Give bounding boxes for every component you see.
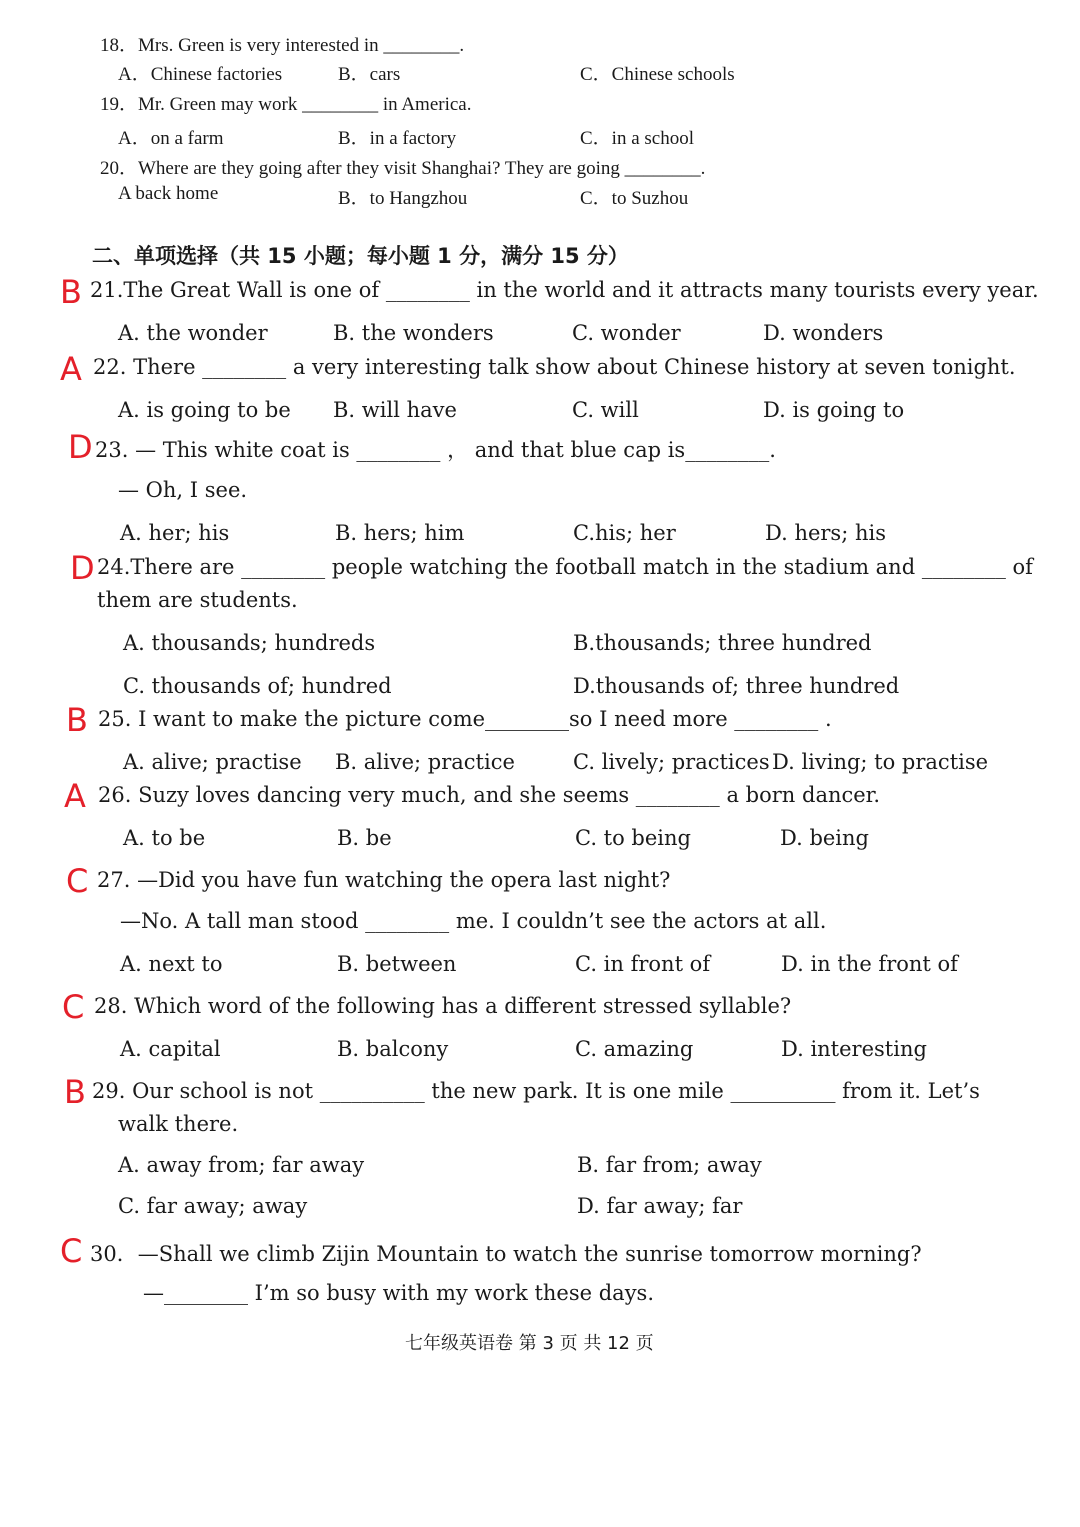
question-26-option-b: B. be (337, 826, 392, 850)
question-24-option-c: C. thousands of; hundred (123, 674, 392, 698)
answer-mark-22: A (60, 350, 82, 388)
question-23-stem: 23. — This white coat is ________ ， and that blue cap is________. (95, 438, 776, 462)
question-24-option-a: A. thousands; hundreds (123, 631, 376, 655)
question-26-option-d: D. being (780, 826, 869, 850)
question-21-option-d: D. wonders (763, 321, 884, 345)
answer-mark-30: C (60, 1232, 83, 1270)
question-25-option-c: C. lively; practices (573, 750, 770, 774)
question-24-stem: 24.There are ________ people watching the football match in the stadium and ________ of (97, 555, 1033, 579)
question-22-option-a: A. is going to be (118, 398, 291, 422)
question-18-option-a: A．Chinese factories (118, 64, 283, 85)
answer-mark-28: C (62, 988, 85, 1026)
question-21-option-b: B. the wonders (333, 321, 494, 345)
question-18-stem: 18．Mrs. Green is very interested in ________. (100, 35, 465, 56)
question-28-option-c: C. amazing (575, 1037, 694, 1061)
question-18-option-b: B．cars (338, 64, 401, 85)
question-21-option-a: A. the wonder (118, 321, 268, 345)
answer-mark-25: B (66, 701, 88, 739)
question-23-option-b: B. hers; him (335, 521, 465, 545)
question-19-option-a: A．on a farm (118, 128, 224, 149)
question-27-option-a: A. next to (120, 952, 223, 976)
question-19-option-b: B．in a factory (338, 128, 457, 149)
question-18-option-c: C．Chinese schools (580, 64, 735, 85)
question-29-stem-continued: walk there. (118, 1112, 239, 1136)
answer-mark-23: D (68, 428, 93, 466)
question-29-option-c: C. far away; away (118, 1194, 308, 1218)
question-22-option-c: C. will (572, 398, 639, 422)
question-28-option-d: D. interesting (781, 1037, 927, 1061)
question-19-stem: 19．Mr. Green may work ________ in America. (100, 94, 472, 115)
question-23-option-c: C.his; her (573, 521, 676, 545)
question-23-option-d: D. hers; his (765, 521, 886, 545)
question-24-option-b: B.thousands; three hundred (573, 631, 872, 655)
question-26-option-a: A. to be (123, 826, 206, 850)
question-29-option-d: D. far away; far (577, 1194, 743, 1218)
question-25-stem: 25. I want to make the picture come________so I need more ________ . (98, 707, 832, 731)
answer-mark-24: D (70, 549, 95, 587)
question-29-option-b: B. far from; away (577, 1153, 762, 1177)
question-22-option-b: B. will have (333, 398, 457, 422)
question-28-option-a: A. capital (120, 1037, 221, 1061)
question-27-stem: 27. —Did you have fun watching the opera last night? (97, 868, 671, 892)
question-29-stem: 29. Our school is not __________ the new park. It is one mile __________ from it. Let’s (92, 1079, 980, 1103)
section-title: 二、单项选择（共 15 小题；每小题 1 分，满分 15 分） (92, 244, 629, 268)
question-21-option-c: C. wonder (572, 321, 681, 345)
question-28-stem: 28. Which word of the following has a different stressed syllable? (94, 994, 792, 1018)
question-25-option-a: A. alive; practise (123, 750, 302, 774)
question-23-option-a: A. her; his (120, 521, 230, 545)
question-27-option-d: D. in the front of (781, 952, 958, 976)
question-25-option-b: B. alive; practice (335, 750, 515, 774)
answer-mark-21: B (60, 273, 82, 311)
question-20-option-c: C．to Suzhou (580, 188, 689, 209)
answer-mark-29: B (64, 1073, 86, 1111)
question-28-option-b: B. balcony (337, 1037, 449, 1061)
question-25-option-d: D. living; to practise (772, 750, 989, 774)
page-footer: 七年级英语卷 第 3 页 共 12 页 (405, 1333, 654, 1354)
answer-mark-26: A (64, 777, 86, 815)
question-27-option-c: C. in front of (575, 952, 711, 976)
question-19-option-c: C．in a school (580, 128, 694, 149)
question-23-reply: — Oh, I see. (118, 478, 248, 502)
question-27-reply: —No. A tall man stood ________ me. I couldn’t see the actors at all. (120, 909, 827, 933)
question-26-option-c: C. to being (575, 826, 691, 850)
question-27-option-b: B. between (337, 952, 457, 976)
question-29-option-a: A. away from; far away (118, 1153, 365, 1177)
question-22-stem: 22. There ________ a very interesting talk show about Chinese history at seven tonight. (93, 355, 1016, 379)
question-20-stem: 20．Where are they going after they visit Shanghai? They are going ________. (100, 158, 706, 179)
question-22-option-d: D. is going to (763, 398, 905, 422)
question-20-option-b: B．to Hangzhou (338, 188, 468, 209)
question-30-stem: 30．—Shall we climb Zijin Mountain to watch the sunrise tomorrow morning? (90, 1242, 922, 1266)
answer-mark-27: C (66, 862, 89, 900)
question-24-option-d: D.thousands of; three hundred (573, 674, 900, 698)
question-20-option-a: A back home (118, 183, 219, 204)
question-26-stem: 26. Suzy loves dancing very much, and she seems ________ a born dancer. (98, 783, 881, 807)
question-24-stem-continued: them are students. (97, 588, 298, 612)
question-21-stem: 21.The Great Wall is one of ________ in the world and it attracts many tourists every year. (90, 278, 1039, 302)
question-30-reply: —________ I’m so busy with my work these days. (143, 1281, 655, 1305)
